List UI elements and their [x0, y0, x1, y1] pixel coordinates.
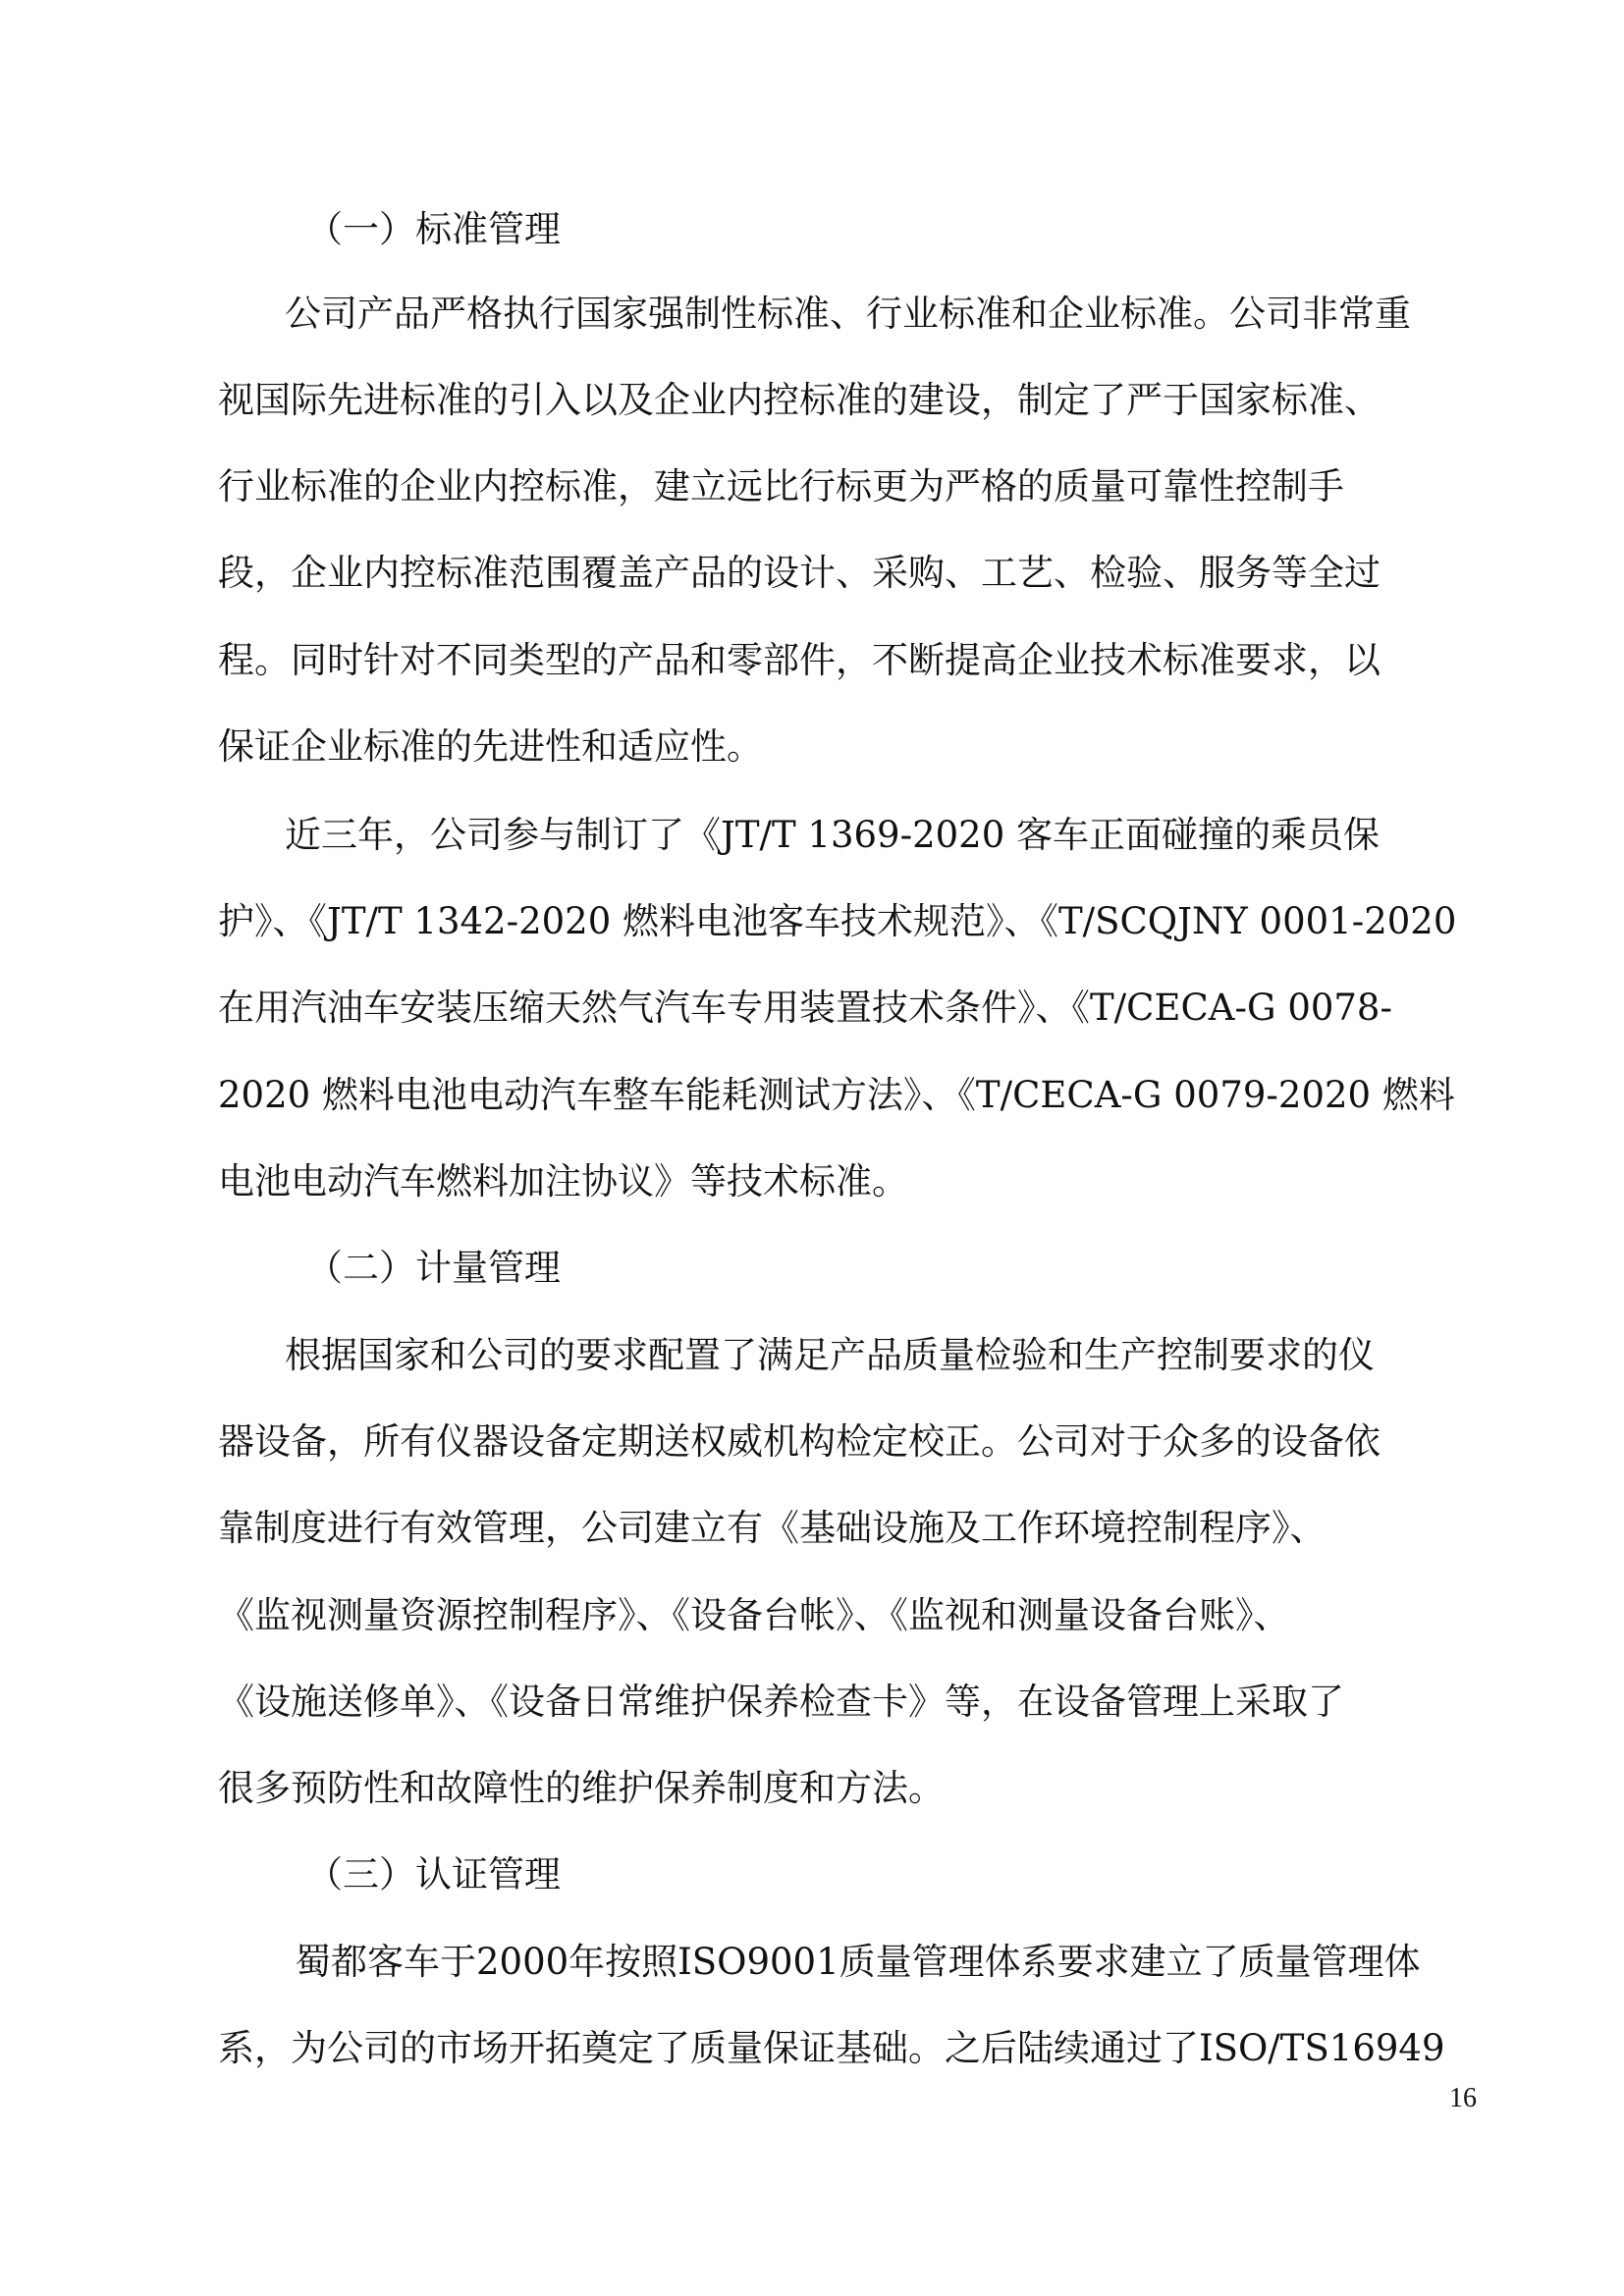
paragraph-line: 根据国家和公司的要求配置了满足产品质量检验和生产控制要求的仪 [285, 1334, 1375, 1376]
section-heading-standards: （一）标准管理 [306, 208, 561, 250]
paragraph-line: 《设施送修单》、《设备日常维护保养检查卡》等，在设备管理上采取了 [218, 1681, 1344, 1723]
paragraph-line: 在用汽油车安装压缩天然气汽车专用装置技术条件》、《T/CECA-G 0078- [218, 987, 1392, 1029]
paragraph-line: 视国际先进标准的引入以及企业内控标准的建设，制定了严于国家标准、 [218, 379, 1380, 421]
paragraph-line: 程。同时针对不同类型的产品和零部件，不断提高企业技术标准要求，以 [218, 639, 1380, 681]
paragraph-line: 系，为公司的市场开拓奠定了质量保证基础。之后陆续通过了ISO/TS16949 [218, 2027, 1445, 2069]
paragraph-line: 段，企业内控标准范围覆盖产品的设计、采购、工艺、检验、服务等全过 [218, 552, 1380, 594]
paragraph-line: 2020 燃料电池电动汽车整车能耗测试方法》、《T/CECA-G 0079-2020 燃料 [218, 1074, 1455, 1116]
paragraph-line: 行业标准的企业内控标准，建立远比行标更为严格的质量可靠性控制手 [218, 465, 1344, 507]
paragraph-line: 电池电动汽车燃料加注协议》等技术标准。 [218, 1160, 908, 1202]
paragraph-line: 很多预防性和故障性的维护保养制度和方法。 [218, 1767, 945, 1809]
section-heading-metrology: （二）计量管理 [306, 1247, 561, 1289]
paragraph-line: 公司产品严格执行国家强制性标准、行业标准和企业标准。公司非常重 [285, 293, 1411, 335]
paragraph-line: 近三年，公司参与制订了《JT/T 1369-2020 客车正面碰撞的乘员保 [285, 814, 1380, 856]
paragraph-line: 靠制度进行有效管理，公司建立有《基础设施及工作环境控制程序》、 [218, 1507, 1326, 1549]
paragraph-line: 《监视测量资源控制程序》、《设备台帐》、《监视和测量设备台账》、 [218, 1594, 1290, 1636]
paragraph-line: 保证企业标准的先进性和适应性。 [218, 725, 763, 768]
paragraph-line: 护》、《JT/T 1342-2020 燃料电池客车技术规范》、《T/SCQJNY 0001-2020 [218, 900, 1457, 942]
paragraph-line: 器设备，所有仪器设备定期送权威机构检定校正。公司对于众多的设备依 [218, 1420, 1380, 1463]
section-heading-certification: （三）认证管理 [306, 1853, 561, 1896]
paragraph-line: 蜀都客车于2000年按照ISO9001质量管理体系要求建立了质量管理体 [295, 1941, 1421, 1983]
page-number: 16 [1449, 2083, 1477, 2113]
